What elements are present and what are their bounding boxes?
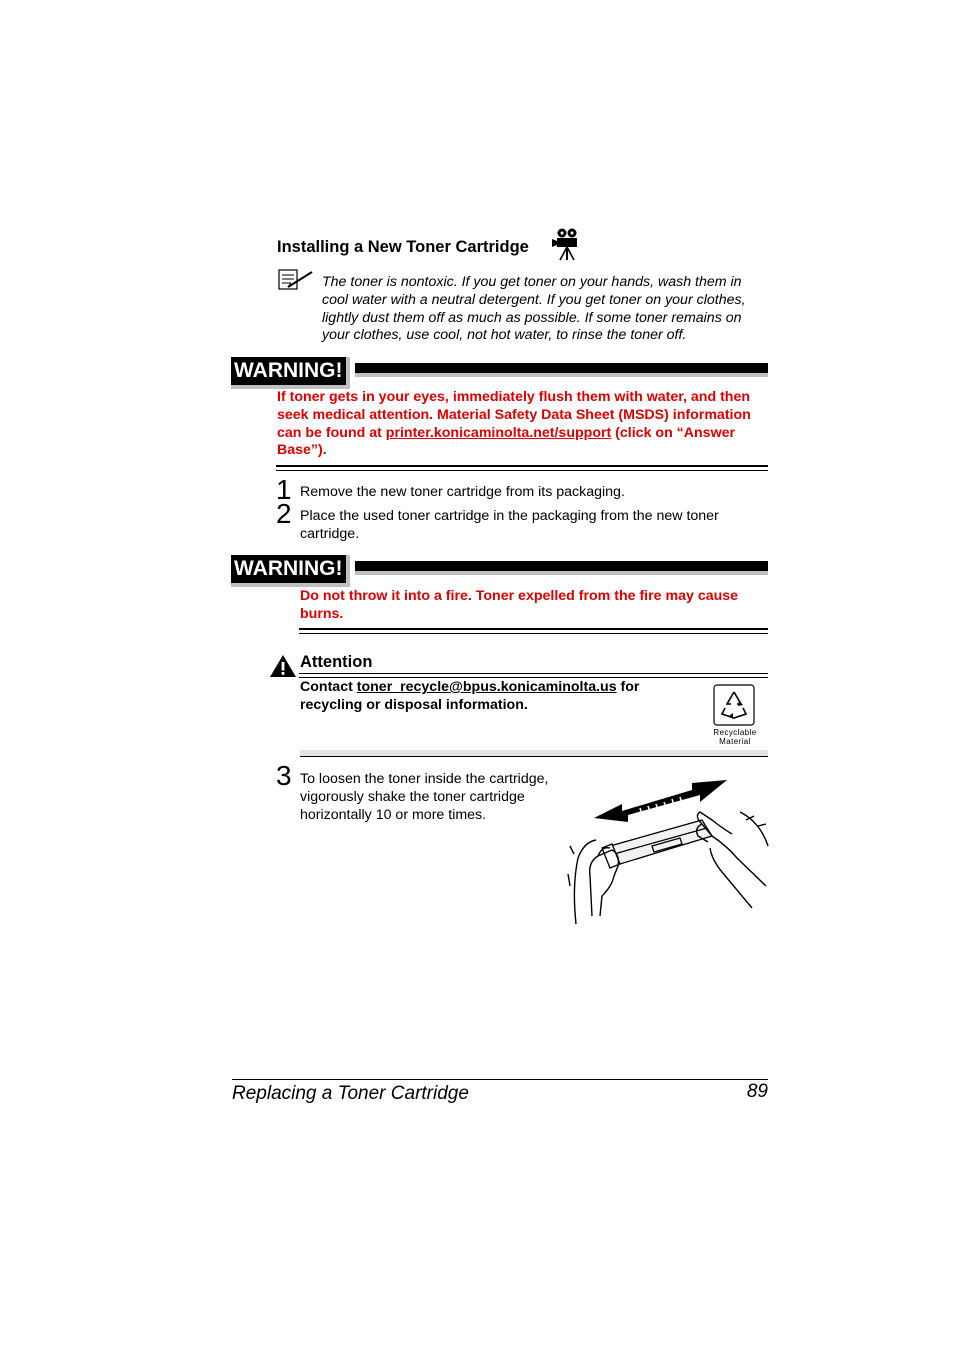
warning-label: WARNING! bbox=[231, 357, 350, 389]
attention-text-part: Contact bbox=[300, 679, 357, 695]
support-link[interactable]: printer.konicaminolta.net/support bbox=[385, 424, 612, 441]
recycle-caption-line: Material bbox=[719, 737, 751, 746]
recycle-email-link[interactable]: toner_recycle@bpus.konicaminolta.us bbox=[356, 679, 617, 695]
step-number: 1 bbox=[276, 474, 292, 505]
attention-rule bbox=[299, 673, 768, 674]
warning-bar bbox=[355, 363, 768, 377]
warning-text: Do not throw it into a fire. Toner expelled from the fire may cause burns. bbox=[300, 588, 739, 622]
warning-text bbox=[277, 389, 767, 460]
warning-bar bbox=[355, 561, 768, 575]
step-number: 2 bbox=[276, 498, 292, 529]
recycle-caption bbox=[704, 728, 766, 746]
video-camera-icon bbox=[551, 227, 583, 261]
page-number: 89 bbox=[746, 1081, 768, 1102]
warning-end-rule bbox=[299, 628, 768, 634]
attention-title: Attention bbox=[300, 653, 373, 671]
footer-title: Replacing a Toner Cartridge bbox=[232, 1083, 469, 1104]
warning-text-part: (click on “Answer Base”). bbox=[277, 424, 736, 459]
step-number: 3 bbox=[276, 760, 292, 791]
recycle-caption-line: Recyclable bbox=[713, 728, 757, 737]
step-text: To loosen the toner inside the cartridge, vigorously shake the toner cartridge horizontally 10 or more times. bbox=[300, 771, 549, 823]
step-text: Place the used toner cartridge in the packaging from the new toner cartridge. bbox=[300, 508, 719, 542]
attention-rule bbox=[299, 677, 768, 678]
footer-rule bbox=[232, 1079, 768, 1080]
section-title: Installing a New Toner Cartridge bbox=[277, 238, 529, 256]
attention-end-bar bbox=[300, 750, 768, 757]
warning-text-part: If toner gets in your eyes, immediately flush them with water, and then seek medical attention. Material Safety Data Sheet (MSDS) information can be found at bbox=[277, 389, 751, 441]
warning-label: WARNING! bbox=[231, 555, 350, 587]
attention-text bbox=[300, 679, 680, 715]
note-text: The toner is nontoxic. If you get toner on your hands, wash them in cool water with a neutral detergent. If you get toner on your clothes, lightly dust them off as much as possible. If some toner remains on your clothes, use cool, not hot water, to rinse the toner off. bbox=[322, 274, 746, 344]
note-pencil-icon bbox=[278, 269, 314, 291]
hands-shaking-cartridge-illustration bbox=[562, 776, 770, 926]
warning-triangle-icon bbox=[269, 654, 297, 678]
warning-end-rule bbox=[276, 465, 768, 471]
recycle-icon bbox=[713, 684, 755, 726]
attention-text-part: for recycling or disposal information. bbox=[300, 679, 640, 713]
step-text: Remove the new toner cartridge from its packaging. bbox=[300, 484, 625, 500]
